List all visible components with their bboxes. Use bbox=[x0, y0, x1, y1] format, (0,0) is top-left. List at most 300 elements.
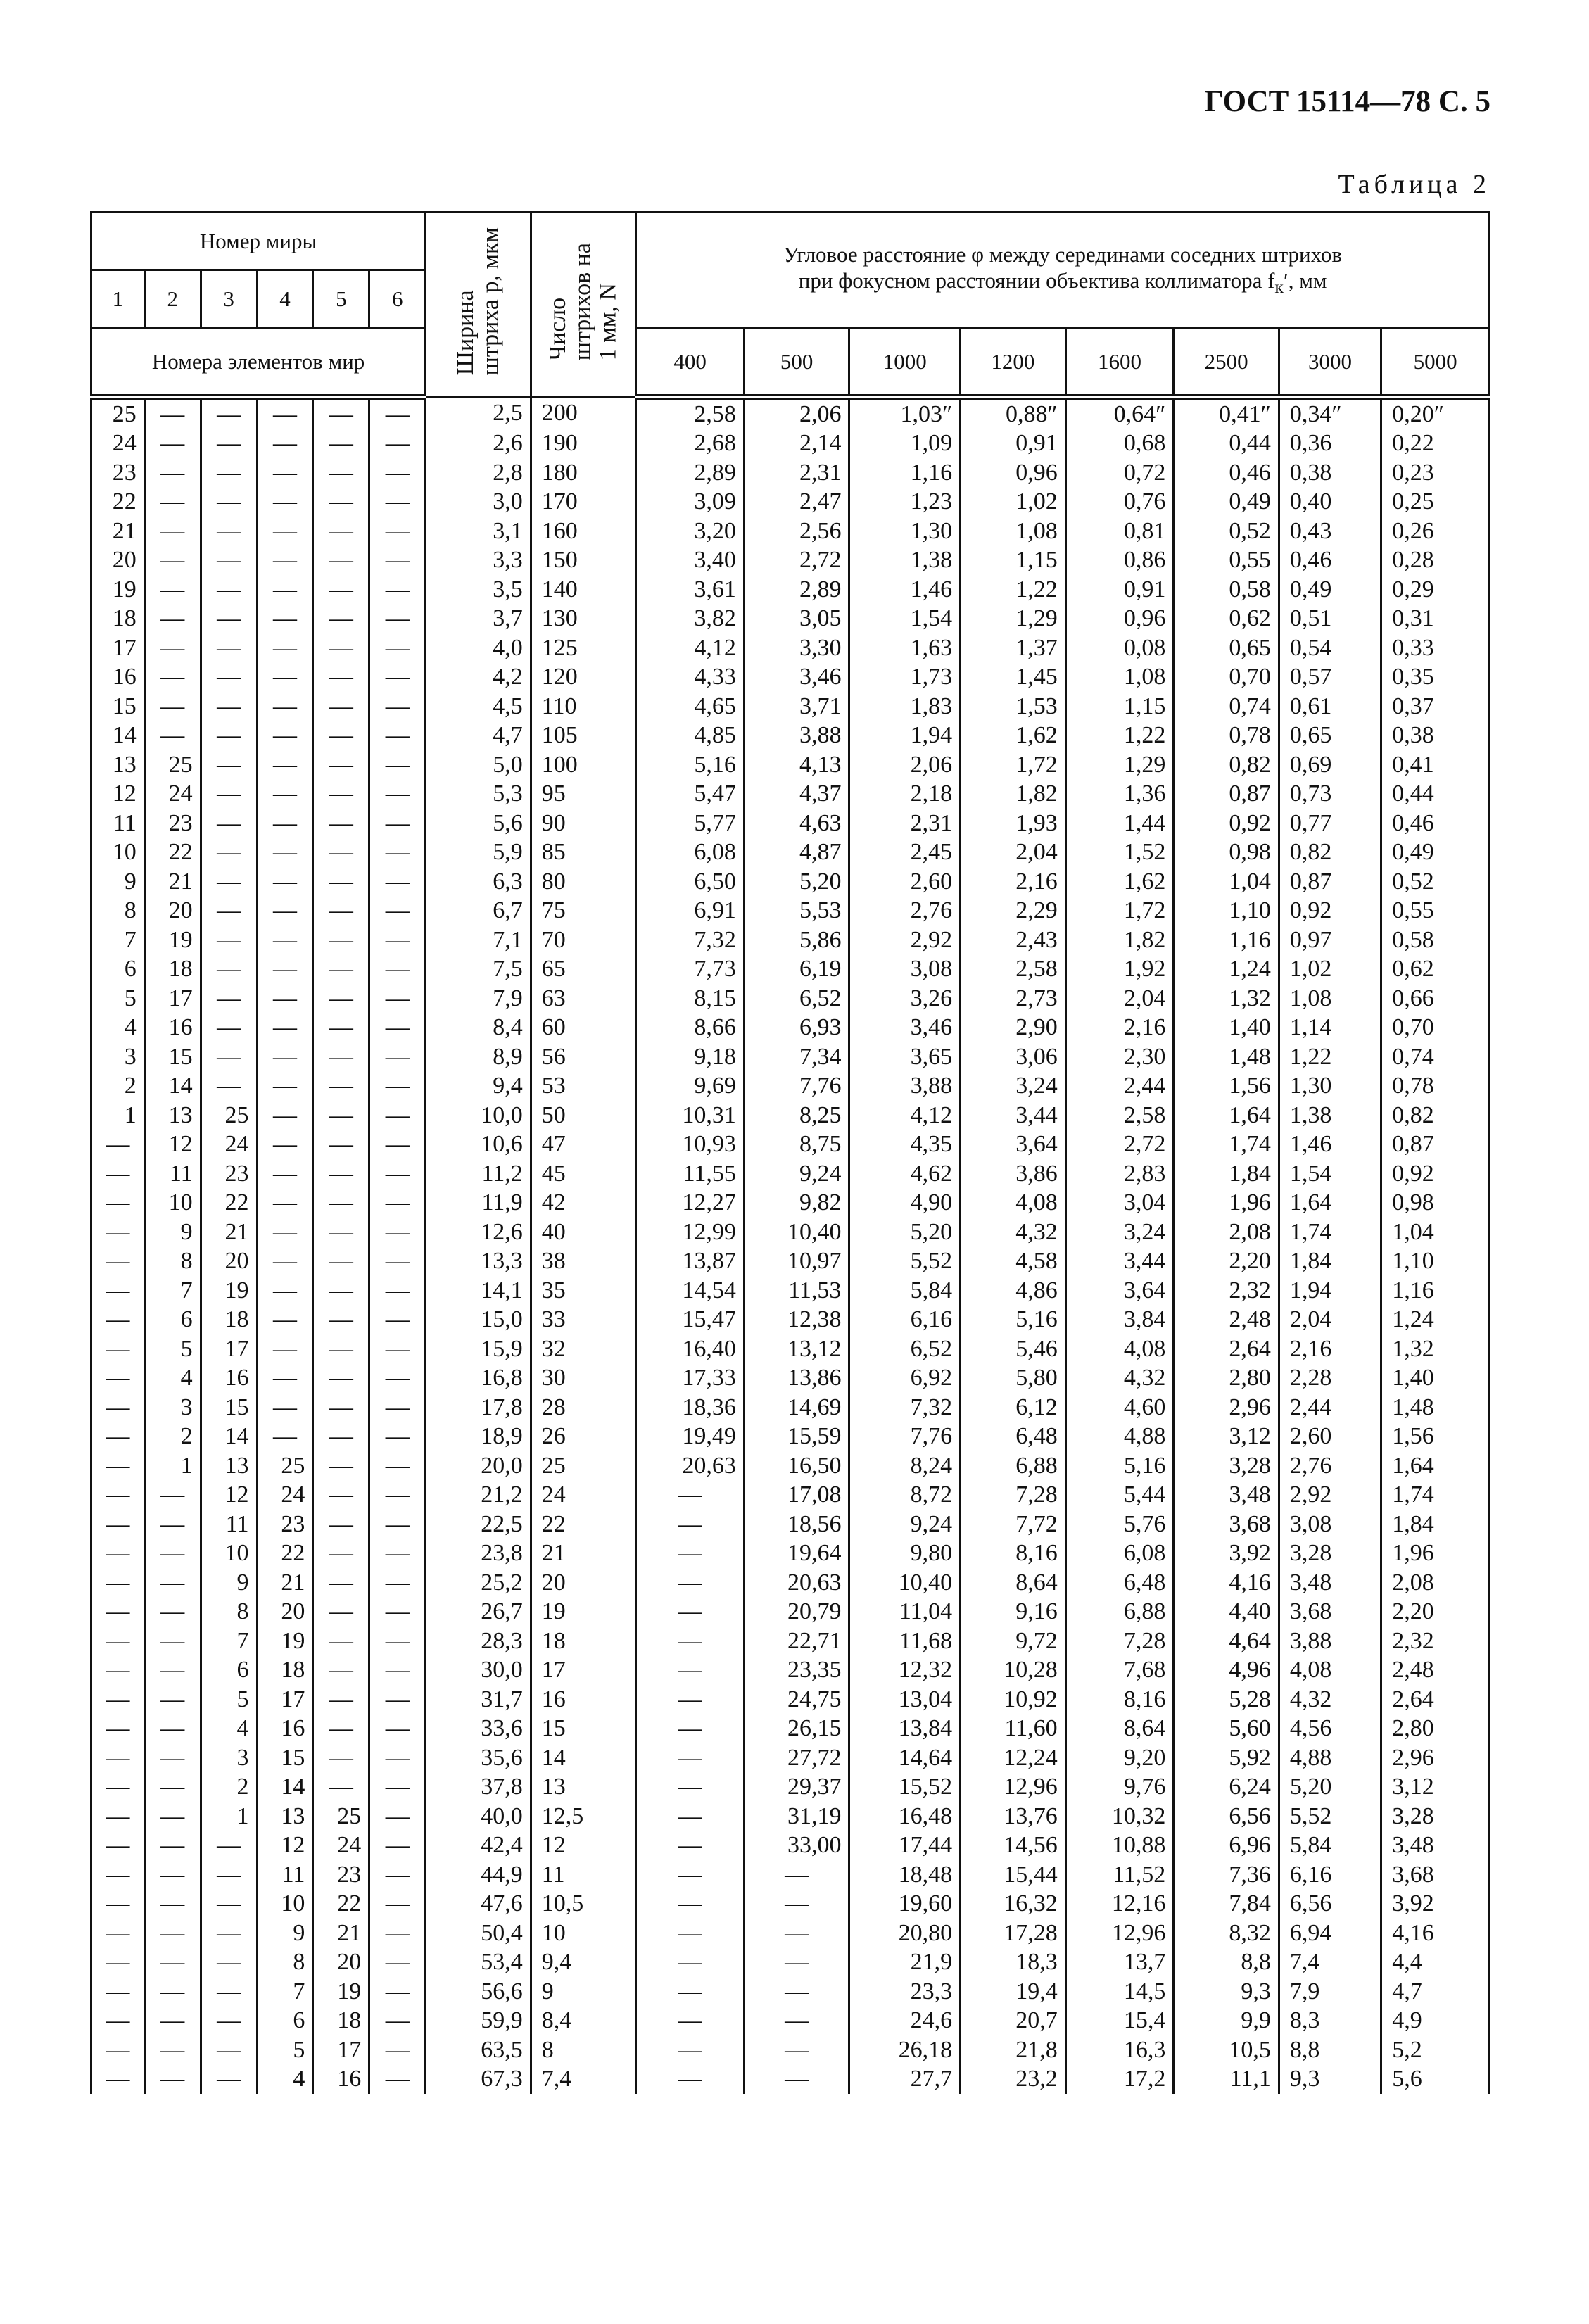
table-cell: 15,59 bbox=[744, 1422, 849, 1451]
table-cell: — bbox=[201, 2035, 257, 2065]
table-cell: 11,55 bbox=[636, 1159, 745, 1189]
table-cell: — bbox=[369, 487, 426, 517]
focal-1200: 1200 bbox=[961, 328, 1066, 397]
table-cell: 3,28 bbox=[1381, 1802, 1490, 1831]
table-cell: — bbox=[201, 954, 257, 984]
table-cell: 0,97 bbox=[1279, 926, 1381, 955]
table-cell: 60 bbox=[531, 1013, 636, 1042]
table-cell: 3,44 bbox=[1065, 1246, 1174, 1276]
mira-number-2: 2 bbox=[144, 270, 201, 328]
table-cell: — bbox=[369, 397, 426, 429]
table-cell: 16,8 bbox=[426, 1363, 531, 1393]
table-cell: — bbox=[144, 1480, 201, 1510]
table-cell: 2,96 bbox=[1381, 1743, 1490, 1773]
table-cell: 1,38 bbox=[849, 545, 961, 575]
table-cell: 15,0 bbox=[426, 1305, 531, 1334]
table-row bbox=[91, 1393, 1490, 1422]
table-cell: 1,64 bbox=[1174, 1101, 1279, 1130]
table-cell: 3,20 bbox=[636, 517, 745, 546]
table-cell: — bbox=[201, 662, 257, 692]
table-cell: — bbox=[201, 838, 257, 867]
table-cell: 1,52 bbox=[1065, 838, 1174, 867]
table-cell: 3,7 bbox=[426, 604, 531, 633]
table-cell: — bbox=[257, 779, 313, 809]
table-cell: — bbox=[313, 1218, 369, 1247]
table-cell: — bbox=[636, 1655, 745, 1685]
table-cell: 5,28 bbox=[1174, 1685, 1279, 1714]
table-cell: 40,0 bbox=[426, 1802, 531, 1831]
table-caption: Таблица 2 bbox=[1338, 170, 1490, 199]
table-cell: 10,40 bbox=[849, 1568, 961, 1598]
table-cell: — bbox=[744, 1947, 849, 1977]
table-cell: — bbox=[369, 517, 426, 546]
table-cell: — bbox=[369, 1568, 426, 1598]
table-cell: 63 bbox=[531, 984, 636, 1013]
table-cell: 13,86 bbox=[744, 1363, 849, 1393]
table-cell: — bbox=[313, 1246, 369, 1276]
table-cell: 12,96 bbox=[961, 1772, 1066, 1802]
table-cell: 0,72 bbox=[1065, 458, 1174, 488]
table-cell: 12 bbox=[201, 1480, 257, 1510]
table-cell: 2,68 bbox=[636, 429, 745, 458]
table-cell: — bbox=[91, 1510, 145, 1539]
table-cell: 9,80 bbox=[849, 1539, 961, 1568]
table-cell: 21,8 bbox=[961, 2035, 1066, 2065]
table-cell: 18,3 bbox=[961, 1947, 1066, 1977]
table-cell: 1,73 bbox=[849, 662, 961, 692]
table-cell: 0,33 bbox=[1381, 633, 1490, 663]
table-cell: 18 bbox=[531, 1627, 636, 1656]
table-cell: 3,71 bbox=[744, 692, 849, 721]
table-cell: — bbox=[201, 1860, 257, 1890]
table-cell: — bbox=[91, 1568, 145, 1598]
table-cell: 7,36 bbox=[1174, 1860, 1279, 1890]
table-cell: 19 bbox=[91, 575, 145, 605]
table-cell: 0,87 bbox=[1381, 1130, 1490, 1159]
angle-title-unit: ′, мм bbox=[1283, 268, 1327, 293]
table-cell: 5,77 bbox=[636, 809, 745, 838]
table-cell: 31,19 bbox=[744, 1802, 849, 1831]
table-cell: — bbox=[144, 1627, 201, 1656]
width-label-2: штриха p, мкм bbox=[477, 227, 504, 376]
table-cell: 5,6 bbox=[426, 809, 531, 838]
table-cell: 24 bbox=[91, 429, 145, 458]
table-cell: — bbox=[144, 487, 201, 517]
table-cell: 7,76 bbox=[849, 1422, 961, 1451]
table-row bbox=[91, 1071, 1490, 1101]
table-row bbox=[91, 896, 1490, 926]
table-cell: 170 bbox=[531, 487, 636, 517]
table-cell: 8 bbox=[531, 2035, 636, 2065]
table-cell: 14,5 bbox=[1065, 1977, 1174, 2007]
table-cell: 3,44 bbox=[961, 1101, 1066, 1130]
table-row bbox=[91, 575, 1490, 605]
table-cell: — bbox=[313, 1159, 369, 1189]
table-cell: 15 bbox=[144, 1042, 201, 1072]
table-cell: — bbox=[144, 545, 201, 575]
table-cell: 17,33 bbox=[636, 1363, 745, 1393]
table-cell: 16 bbox=[531, 1685, 636, 1714]
table-cell: 1,74 bbox=[1174, 1130, 1279, 1159]
table-cell: 22 bbox=[144, 838, 201, 867]
table-cell: 4,08 bbox=[961, 1188, 1066, 1218]
table-cell: 10 bbox=[144, 1188, 201, 1218]
table-cell: 28 bbox=[531, 1393, 636, 1422]
table-cell: 8,4 bbox=[531, 2006, 636, 2035]
table-cell: 10,93 bbox=[636, 1130, 745, 1159]
table-cell: 11,52 bbox=[1065, 1860, 1174, 1890]
table-cell: 70 bbox=[531, 926, 636, 955]
table-cell: 3,92 bbox=[1381, 1889, 1490, 1919]
focal-5000: 5000 bbox=[1381, 328, 1490, 397]
table-cell: — bbox=[369, 1947, 426, 1977]
table-cell: — bbox=[369, 604, 426, 633]
table-row bbox=[91, 1831, 1490, 1860]
table-cell: 0,52 bbox=[1381, 867, 1490, 897]
table-cell: 1,08 bbox=[961, 517, 1066, 546]
table-cell: — bbox=[91, 1772, 145, 1802]
table-cell: — bbox=[369, 692, 426, 721]
table-cell: 4,90 bbox=[849, 1188, 961, 1218]
table-cell: 5,20 bbox=[849, 1218, 961, 1247]
table-cell: — bbox=[257, 896, 313, 926]
angle-title-line-2: при фокусном расстоянии объектива коллиматора f bbox=[798, 268, 1275, 293]
table-cell: 0,82 bbox=[1279, 838, 1381, 867]
table-cell: 9,69 bbox=[636, 1071, 745, 1101]
table-cell: 47,6 bbox=[426, 1889, 531, 1919]
table-cell: 38 bbox=[531, 1246, 636, 1276]
table-cell: 5,0 bbox=[426, 750, 531, 780]
table-cell: — bbox=[91, 1159, 145, 1189]
table-cell: 6,16 bbox=[1279, 1860, 1381, 1890]
table-cell: — bbox=[144, 397, 201, 429]
table-cell: 0,37 bbox=[1381, 692, 1490, 721]
table-cell: 33,00 bbox=[744, 1831, 849, 1860]
table-cell: 44,9 bbox=[426, 1860, 531, 1890]
table-cell: — bbox=[201, 517, 257, 546]
table-row bbox=[91, 1889, 1490, 1919]
table-cell: — bbox=[144, 2006, 201, 2035]
table-cell: 0,88″ bbox=[961, 397, 1066, 429]
table-cell: 1,64 bbox=[1279, 1188, 1381, 1218]
width-header bbox=[426, 213, 531, 397]
table-cell: 5,84 bbox=[849, 1276, 961, 1306]
table-cell: 1,62 bbox=[1065, 867, 1174, 897]
table-cell: 9,4 bbox=[426, 1071, 531, 1101]
table-cell: 11 bbox=[531, 1860, 636, 1890]
mira-number-4: 4 bbox=[257, 270, 313, 328]
table-cell: — bbox=[369, 1714, 426, 1743]
table-cell: 2,8 bbox=[426, 458, 531, 488]
table-cell: — bbox=[636, 2035, 745, 2065]
table-cell: 30,0 bbox=[426, 1655, 531, 1685]
table-cell: — bbox=[144, 517, 201, 546]
table-cell: 0,49 bbox=[1279, 575, 1381, 605]
table-cell: — bbox=[313, 1451, 369, 1481]
table-cell: 0,35 bbox=[1381, 662, 1490, 692]
table-cell: — bbox=[201, 867, 257, 897]
table-cell: 2,73 bbox=[961, 984, 1066, 1013]
table-cell: 8,8 bbox=[1279, 2035, 1381, 2065]
table-cell: 6,91 bbox=[636, 896, 745, 926]
table-cell: 4,65 bbox=[636, 692, 745, 721]
table-cell: 12,16 bbox=[1065, 1889, 1174, 1919]
table-cell: 3,84 bbox=[1065, 1305, 1174, 1334]
table-cell: 3,04 bbox=[1065, 1188, 1174, 1218]
table-cell: 14 bbox=[201, 1422, 257, 1451]
table-cell: — bbox=[91, 1627, 145, 1656]
table-cell: — bbox=[636, 1860, 745, 1890]
count-header bbox=[531, 213, 636, 397]
table-cell: — bbox=[313, 1130, 369, 1159]
table-cell: 0,62 bbox=[1174, 604, 1279, 633]
table-cell: — bbox=[91, 1334, 145, 1364]
table-cell: 9,24 bbox=[744, 1159, 849, 1189]
table-cell: 20 bbox=[91, 545, 145, 575]
table-cell: — bbox=[257, 458, 313, 488]
table-cell: — bbox=[91, 1305, 145, 1334]
table-cell: 0,38 bbox=[1279, 458, 1381, 488]
table-cell: — bbox=[313, 429, 369, 458]
table-cell: — bbox=[369, 1655, 426, 1685]
table-cell: — bbox=[313, 692, 369, 721]
table-cell: — bbox=[257, 721, 313, 750]
table-cell: 12 bbox=[257, 1831, 313, 1860]
table-cell: — bbox=[257, 487, 313, 517]
table-cell: 2 bbox=[91, 1071, 145, 1101]
table-cell: 7,34 bbox=[744, 1042, 849, 1072]
table-cell: 8,32 bbox=[1174, 1919, 1279, 1948]
table-cell: — bbox=[369, 1539, 426, 1568]
table-cell: 0,29 bbox=[1381, 575, 1490, 605]
table-cell: 19 bbox=[531, 1597, 636, 1627]
table-cell: — bbox=[257, 662, 313, 692]
table-cell: 11,04 bbox=[849, 1597, 961, 1627]
table-cell: 2,31 bbox=[744, 458, 849, 488]
table-cell: 3,48 bbox=[1381, 1831, 1490, 1860]
table-cell: — bbox=[369, 1363, 426, 1393]
table-cell: 0,92 bbox=[1381, 1159, 1490, 1189]
table-cell: 1,29 bbox=[961, 604, 1066, 633]
table-cell: 13,76 bbox=[961, 1802, 1066, 1831]
table-cell: 2,20 bbox=[1174, 1246, 1279, 1276]
table-cell: 2,16 bbox=[1279, 1334, 1381, 1364]
table-cell: 17,44 bbox=[849, 1831, 961, 1860]
table-cell: — bbox=[257, 867, 313, 897]
table-cell: — bbox=[201, 1889, 257, 1919]
table-cell: 10,40 bbox=[744, 1218, 849, 1247]
table-cell: 6,94 bbox=[1279, 1919, 1381, 1948]
table-cell: 16,3 bbox=[1065, 2035, 1174, 2065]
table-cell: 59,9 bbox=[426, 2006, 531, 2035]
table-cell: 0,62 bbox=[1381, 954, 1490, 984]
table-cell: 1,04 bbox=[1381, 1218, 1490, 1247]
table-cell: 8,16 bbox=[961, 1539, 1066, 1568]
table-row bbox=[91, 1130, 1490, 1159]
table-cell: 6,08 bbox=[1065, 1539, 1174, 1568]
table-cell: 75 bbox=[531, 896, 636, 926]
table-cell: 1,30 bbox=[1279, 1071, 1381, 1101]
page-header: ГОСТ 15114—78 С. 5 bbox=[1204, 85, 1490, 118]
table-cell: 0,55 bbox=[1174, 545, 1279, 575]
table-cell: 0,41 bbox=[1381, 750, 1490, 780]
table-cell: — bbox=[313, 1627, 369, 1656]
table-cell: 13 bbox=[201, 1451, 257, 1481]
table-cell: 6 bbox=[91, 954, 145, 984]
table-row bbox=[91, 1860, 1490, 1890]
table-cell: — bbox=[313, 1510, 369, 1539]
table-cell: 2,44 bbox=[1065, 1071, 1174, 1101]
table-cell: — bbox=[313, 1597, 369, 1627]
table-cell: — bbox=[201, 750, 257, 780]
table-cell: 18 bbox=[91, 604, 145, 633]
table-cell: 5,20 bbox=[744, 867, 849, 897]
table-cell: — bbox=[369, 1510, 426, 1539]
table-cell: — bbox=[313, 838, 369, 867]
table-cell: 21 bbox=[531, 1539, 636, 1568]
table-cell: 20,79 bbox=[744, 1597, 849, 1627]
table-cell: 2,06 bbox=[849, 750, 961, 780]
table-cell: 9,4 bbox=[531, 1947, 636, 1977]
table-cell: 2,16 bbox=[1065, 1013, 1174, 1042]
table-cell: 14 bbox=[144, 1071, 201, 1101]
table-cell: 5,52 bbox=[849, 1246, 961, 1276]
table-cell: 1,45 bbox=[961, 662, 1066, 692]
table-body bbox=[91, 397, 1490, 2094]
table-cell: 4,16 bbox=[1174, 1568, 1279, 1598]
resolution-table bbox=[90, 211, 1490, 2094]
table-cell: 16,50 bbox=[744, 1451, 849, 1481]
table-cell: — bbox=[369, 429, 426, 458]
table-cell: 3 bbox=[201, 1743, 257, 1773]
table-row bbox=[91, 926, 1490, 955]
table-cell: 2,5 bbox=[426, 397, 531, 429]
table-cell: — bbox=[144, 604, 201, 633]
table-row bbox=[91, 633, 1490, 663]
table-cell: 19 bbox=[257, 1627, 313, 1656]
table-cell: 6 bbox=[144, 1305, 201, 1334]
table-cell: 24 bbox=[201, 1130, 257, 1159]
table-cell: 2,29 bbox=[961, 896, 1066, 926]
table-cell: 18,56 bbox=[744, 1510, 849, 1539]
table-cell: 0,73 bbox=[1279, 779, 1381, 809]
table-cell: 63,5 bbox=[426, 2035, 531, 2065]
table-cell: 2,08 bbox=[1174, 1218, 1279, 1247]
table-header bbox=[91, 213, 1490, 397]
mira-number-6: 6 bbox=[369, 270, 426, 328]
table-cell: 3,40 bbox=[636, 545, 745, 575]
table-cell: 56 bbox=[531, 1042, 636, 1072]
table-cell: 10,31 bbox=[636, 1101, 745, 1130]
table-cell: — bbox=[91, 1451, 145, 1481]
table-cell: — bbox=[369, 1334, 426, 1364]
mira-number-5: 5 bbox=[313, 270, 369, 328]
table-cell: — bbox=[144, 458, 201, 488]
table-cell: 7,28 bbox=[1065, 1627, 1174, 1656]
table-cell: 5,3 bbox=[426, 779, 531, 809]
table-cell: 2,80 bbox=[1381, 1714, 1490, 1743]
table-row bbox=[91, 809, 1490, 838]
table-cell: 8 bbox=[91, 896, 145, 926]
table-cell: 0,64″ bbox=[1065, 397, 1174, 429]
table-cell: 13,87 bbox=[636, 1246, 745, 1276]
table-cell: 0,26 bbox=[1381, 517, 1490, 546]
table-cell: 14,64 bbox=[849, 1743, 961, 1773]
table-cell: 4,87 bbox=[744, 838, 849, 867]
table-cell: 0,20″ bbox=[1381, 397, 1490, 429]
table-cell: 3,24 bbox=[961, 1071, 1066, 1101]
table-cell: 0,51 bbox=[1279, 604, 1381, 633]
table-cell: 7,4 bbox=[531, 2064, 636, 2094]
table-cell: — bbox=[257, 809, 313, 838]
table-cell: 35,6 bbox=[426, 1743, 531, 1773]
table-cell: 19,60 bbox=[849, 1889, 961, 1919]
table-cell: 160 bbox=[531, 517, 636, 546]
table-cell: 2,43 bbox=[961, 926, 1066, 955]
table-cell: 1,74 bbox=[1279, 1218, 1381, 1247]
table-cell: 4,32 bbox=[1065, 1363, 1174, 1393]
table-cell: 6 bbox=[257, 2006, 313, 2035]
table-cell: 11 bbox=[257, 1860, 313, 1890]
table-cell: 20 bbox=[201, 1246, 257, 1276]
table-cell: 2,89 bbox=[744, 575, 849, 605]
table-cell: 0,54 bbox=[1279, 633, 1381, 663]
table-cell: 3,48 bbox=[1174, 1480, 1279, 1510]
table-cell: 2,58 bbox=[636, 397, 745, 429]
table-cell: — bbox=[144, 633, 201, 663]
table-cell: — bbox=[144, 1685, 201, 1714]
table-row bbox=[91, 1977, 1490, 2007]
table-cell: — bbox=[201, 779, 257, 809]
table-cell: — bbox=[144, 1772, 201, 1802]
table-cell: — bbox=[144, 2035, 201, 2065]
table-cell: 1,94 bbox=[1279, 1276, 1381, 1306]
table-cell: — bbox=[369, 1042, 426, 1072]
table-cell: 3,88 bbox=[849, 1071, 961, 1101]
table-cell: — bbox=[313, 1393, 369, 1422]
table-cell: 13 bbox=[531, 1772, 636, 1802]
table-cell: 1,22 bbox=[1279, 1042, 1381, 1072]
table-cell: — bbox=[369, 1919, 426, 1948]
table-cell: 6,56 bbox=[1279, 1889, 1381, 1919]
table-cell: 0,57 bbox=[1279, 662, 1381, 692]
table-cell: 3,68 bbox=[1279, 1597, 1381, 1627]
table-cell: 2,30 bbox=[1065, 1042, 1174, 1072]
table-cell: 9 bbox=[144, 1218, 201, 1247]
table-cell: 7,68 bbox=[1065, 1655, 1174, 1685]
table-cell: — bbox=[257, 926, 313, 955]
table-cell: — bbox=[744, 2035, 849, 2065]
table-cell: — bbox=[201, 397, 257, 429]
table-cell: 6 bbox=[201, 1655, 257, 1685]
table-cell: 8 bbox=[257, 1947, 313, 1977]
table-cell: 0,96 bbox=[961, 458, 1066, 488]
table-cell: — bbox=[144, 1919, 201, 1948]
table-cell: 20,0 bbox=[426, 1451, 531, 1481]
table-cell: 16 bbox=[201, 1363, 257, 1393]
table-cell: — bbox=[257, 1159, 313, 1189]
table-cell: — bbox=[313, 1334, 369, 1364]
table-cell: 1,94 bbox=[849, 721, 961, 750]
table-cell: 50 bbox=[531, 1101, 636, 1130]
table-cell: 1,14 bbox=[1279, 1013, 1381, 1042]
table-cell: 0,78 bbox=[1381, 1071, 1490, 1101]
table-cell: 4,2 bbox=[426, 662, 531, 692]
table-cell: 1,24 bbox=[1174, 954, 1279, 984]
table-cell: 9,72 bbox=[961, 1627, 1066, 1656]
table-cell: 0,28 bbox=[1381, 545, 1490, 575]
table-cell: — bbox=[636, 2006, 745, 2035]
